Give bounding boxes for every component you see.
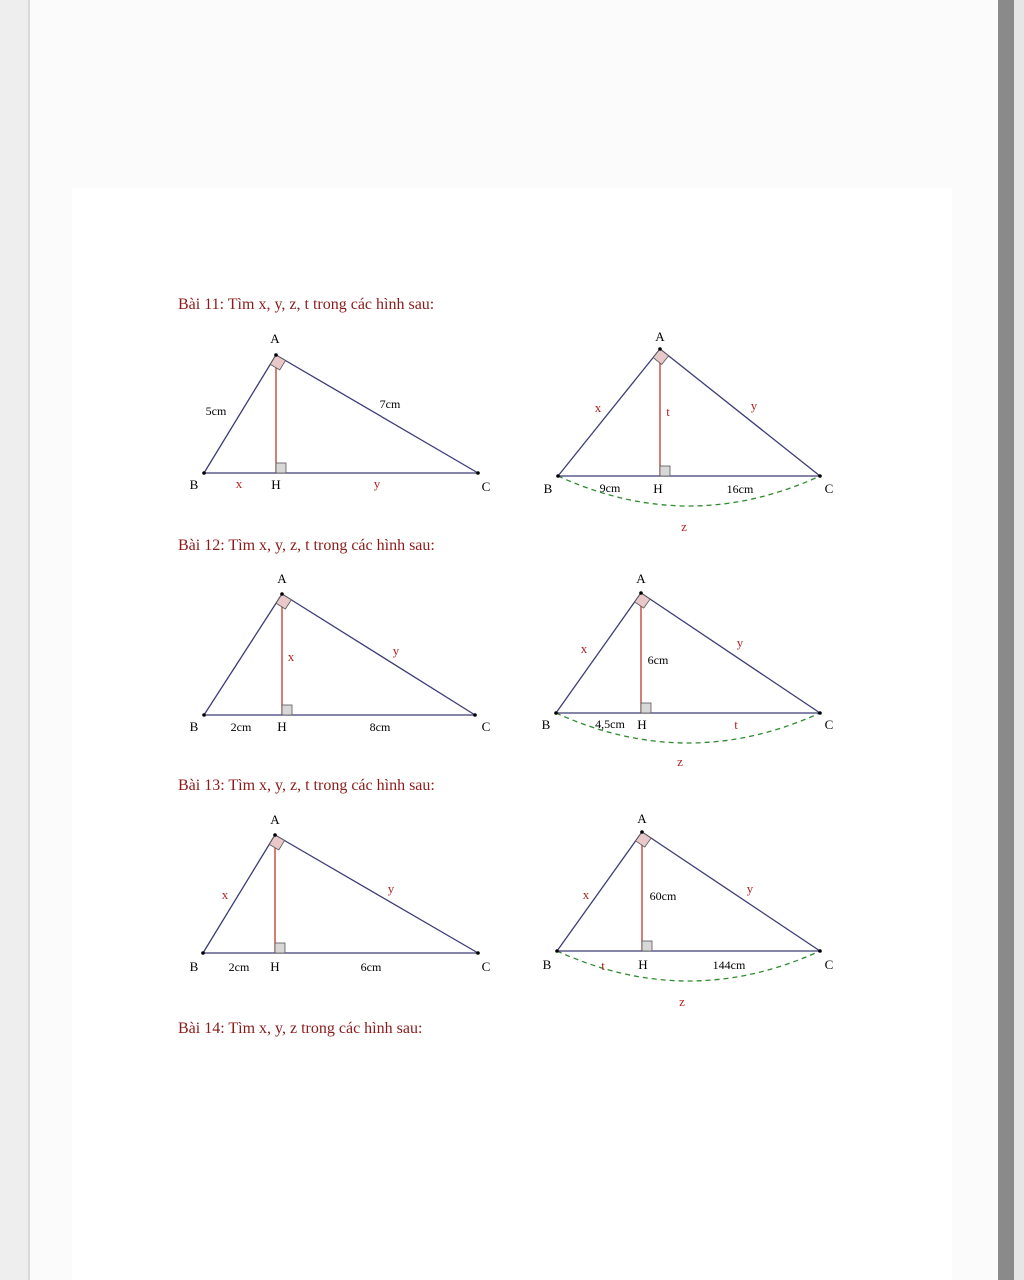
label-hc-3: t bbox=[734, 717, 738, 732]
label-ab-4: x bbox=[221, 887, 229, 902]
label-hc-2: 8cm bbox=[369, 720, 391, 734]
label-ab-3: x bbox=[580, 641, 588, 656]
vertex-a-dot-4 bbox=[273, 833, 277, 837]
hypotenuse-arc-5 bbox=[557, 951, 820, 981]
label-bh-3: 4,5cm bbox=[595, 717, 625, 731]
vertex-c-label-2: C bbox=[481, 719, 491, 734]
label-bh-1: 9cm bbox=[599, 481, 621, 495]
label-bh-2: 2cm bbox=[230, 720, 252, 734]
label-bh-0: x bbox=[235, 476, 243, 491]
vertex-a-label-4: A bbox=[270, 812, 280, 827]
vertex-a-label-2: A bbox=[277, 571, 287, 586]
vertex-c-dot-5 bbox=[818, 949, 822, 953]
vertex-h-label-0: H bbox=[271, 477, 281, 492]
vertex-b-label-4: B bbox=[189, 959, 199, 974]
vertex-c-label-3: C bbox=[824, 717, 834, 732]
vertex-a-label-1: A bbox=[655, 329, 665, 344]
label-ah-2: x bbox=[287, 649, 295, 664]
side-ab-3 bbox=[556, 593, 641, 713]
label-ac-4: y bbox=[387, 881, 395, 896]
vertex-a-label-3: A bbox=[636, 571, 646, 586]
vertex-a-label-0: A bbox=[270, 331, 280, 346]
vertex-h-label-2: H bbox=[277, 719, 287, 734]
right-angle-h-1 bbox=[660, 466, 670, 476]
vertex-c-dot-3 bbox=[818, 711, 822, 715]
label-ac-1: y bbox=[750, 398, 758, 413]
label-ab-5: x bbox=[582, 887, 590, 902]
right-angle-h-2 bbox=[282, 705, 292, 715]
side-ac-1 bbox=[660, 349, 820, 476]
label-ah-3: 6cm bbox=[647, 653, 669, 667]
vertex-c-dot-0 bbox=[476, 471, 480, 475]
label-ab-1: x bbox=[594, 400, 602, 415]
vertex-c-label-4: C bbox=[481, 959, 491, 974]
vertex-c-dot-1 bbox=[818, 474, 822, 478]
label-bh-5: t bbox=[601, 958, 605, 973]
right-angle-a-4 bbox=[269, 835, 284, 850]
vertex-b-label-3: B bbox=[541, 717, 551, 732]
vertex-b-dot-1 bbox=[556, 474, 560, 478]
label-ac-2: y bbox=[392, 643, 400, 658]
vertex-b-dot-3 bbox=[554, 711, 558, 715]
label-ac-3: y bbox=[736, 635, 744, 650]
label-ac-5: y bbox=[746, 881, 754, 896]
side-ac-2 bbox=[282, 594, 475, 715]
label-bc-5: z bbox=[679, 994, 685, 1009]
side-ac-0 bbox=[276, 355, 478, 473]
label-ah-1: t bbox=[666, 404, 670, 419]
hypotenuse-arc-1 bbox=[558, 476, 820, 506]
side-ab-4 bbox=[203, 835, 275, 953]
side-ac-4 bbox=[275, 835, 478, 953]
vertex-h-label-1: H bbox=[653, 481, 663, 496]
vertex-c-label-1: C bbox=[824, 481, 834, 496]
right-angle-a-1 bbox=[653, 349, 669, 364]
label-bc-3: z bbox=[677, 754, 683, 769]
vertex-c-dot-2 bbox=[473, 713, 477, 717]
right-angle-a-5 bbox=[636, 832, 652, 847]
vertex-c-label-5: C bbox=[824, 957, 834, 972]
right-angle-h-5 bbox=[642, 941, 652, 951]
label-ab-0: 5cm bbox=[205, 404, 227, 418]
right-angle-h-0 bbox=[276, 463, 286, 473]
vertex-b-label-0: B bbox=[189, 477, 199, 492]
vertex-a-label-5: A bbox=[637, 811, 647, 826]
right-angle-h-3 bbox=[641, 703, 651, 713]
vertex-h-label-5: H bbox=[638, 957, 648, 972]
vertex-h-label-4: H bbox=[270, 959, 280, 974]
vertex-b-dot-2 bbox=[202, 713, 206, 717]
label-hc-0: y bbox=[373, 476, 381, 491]
label-hc-5: 144cm bbox=[712, 958, 746, 972]
label-ac-0: 7cm bbox=[379, 397, 401, 411]
vertex-b-label-1: B bbox=[543, 481, 553, 496]
right-angle-h-4 bbox=[275, 943, 285, 953]
vertex-h-label-3: H bbox=[637, 717, 647, 732]
label-ah-5: 60cm bbox=[649, 889, 677, 903]
right-angle-a-2 bbox=[276, 594, 291, 609]
exercise-11-heading: Bài 11: Tìm x, y, z, t trong các hình sau: bbox=[178, 296, 435, 313]
vertex-a-dot-2 bbox=[280, 592, 284, 596]
side-ab-5 bbox=[557, 832, 642, 951]
right-angle-a-3 bbox=[635, 593, 650, 608]
vertex-c-dot-4 bbox=[476, 951, 480, 955]
side-ab-1 bbox=[558, 349, 660, 476]
vertex-a-dot-5 bbox=[640, 830, 644, 834]
vertex-b-dot-5 bbox=[555, 949, 559, 953]
vertex-b-dot-0 bbox=[202, 471, 206, 475]
exercise-13-heading: Bài 13: Tìm x, y, z, t trong các hình sau: bbox=[178, 777, 435, 794]
vertex-c-label-0: C bbox=[481, 479, 491, 494]
exercise-12-heading: Bài 12: Tìm x, y, z, t trong các hình sau: bbox=[178, 537, 435, 554]
vertex-b-label-5: B bbox=[542, 957, 552, 972]
label-hc-1: 16cm bbox=[726, 482, 754, 496]
right-angle-a-0 bbox=[270, 355, 285, 370]
label-bc-1: z bbox=[681, 519, 687, 534]
label-hc-4: 6cm bbox=[360, 960, 382, 974]
side-ab-2 bbox=[204, 594, 282, 715]
label-bh-4: 2cm bbox=[228, 960, 250, 974]
vertex-b-label-2: B bbox=[189, 719, 199, 734]
vertex-b-dot-4 bbox=[201, 951, 205, 955]
vertex-a-dot-0 bbox=[274, 353, 278, 357]
vertex-a-dot-3 bbox=[639, 591, 643, 595]
exercise-14-heading: Bài 14: Tìm x, y, z trong các hình sau: bbox=[178, 1020, 423, 1037]
vertex-a-dot-1 bbox=[658, 347, 662, 351]
